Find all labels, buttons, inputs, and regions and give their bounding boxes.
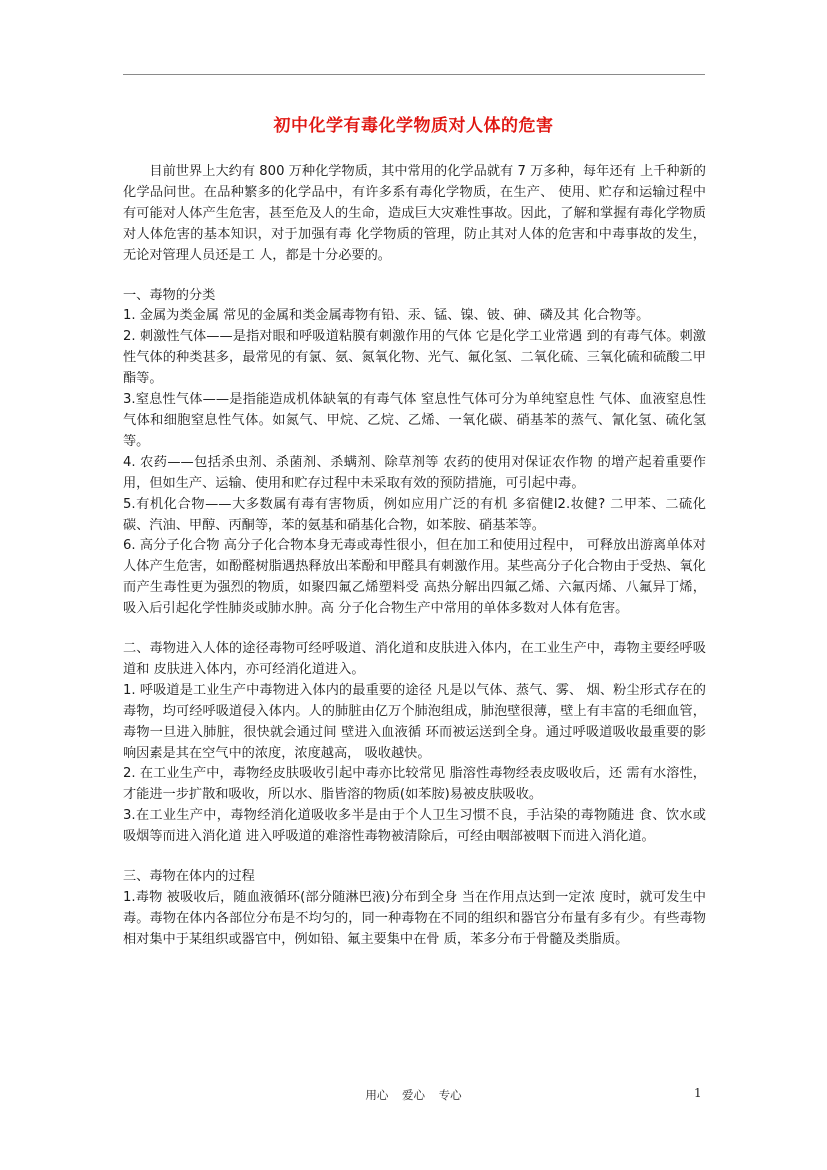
section-1-item-6: 6. 高分子化合物 高分子化合物本身无毒或毒性很小，但在加工和使用过程中， 可释放出游离单体对人体产生危害，如酚醛树脂遇热释放出苯酚和甲醛具有刺激作用。某些高分子化合物由于受热、氧化而产生毒性更为强烈的物质，如聚四氟乙烯塑料受 高热分解出四氟乙烯、六氟丙烯、八氟异丁烯，吸入后引起化学性肺炎或肺水肿。高 分子化合物生产中常用的单体多数对人体有危害。 xyxy=(123,538,706,617)
intro-paragraph: 目前世界上大约有 800 万种化学物质，其中常用的化学品就有 7 万多种，每年还有 上千种新的化学品问世。在品种繁多的化学品中，有许多系有毒化学物质，在生产、 使用、贮存和运输过程中有可能对人体产生危害，甚至危及人的生命，造成巨大灾难性事故。因此，了解和掌握有毒化学物质对人体危害的基本知识，对于加强有毒 化学物质的管理，防止其对人体的危害和中毒事故的发生，无论对管理人员还是工 人，都是十分必要的。 xyxy=(123,164,706,263)
footer-motto: 用心 爱心 专心 xyxy=(365,1088,462,1102)
section-2-item-2: 2. 在工业生产中，毒物经皮肤吸收引起中毒亦比较常见 脂溶性毒物经表皮吸收后，还 需有水溶性，才能进一步扩散和吸收，所以水、脂皆溶的物质(如苯胺)易被皮肤吸收。 xyxy=(123,766,706,803)
section-3-heading: 三、毒物在体内的过程 xyxy=(123,869,255,885)
page-number: 1 xyxy=(694,1086,702,1100)
header-rule xyxy=(123,74,705,75)
section-1-heading: 一、毒物的分类 xyxy=(123,287,216,303)
section-1-item-3: 3.窒息性气体——是指能造成机体缺氧的有毒气体 窒息性气体可分为单纯窒息性 气体、血液窒息性气体和细胞窒息性气体。如氮气、甲烷、乙烷、乙烯、一氧化碳、硝基苯的蒸气、氰化氢、硫化氢等。 xyxy=(123,392,706,449)
section-1-item-2: 2. 刺激性气体——是指对眼和呼吸道粘膜有刺激作用的气体 它是化学工业常遇 到的有毒气体。刺激性气体的种类甚多，最常见的有氯、氨、氮氧化物、光气、氟化氢、二氧化硫、三氧化硫和硫酸二甲酯等。 xyxy=(123,329,706,387)
section-1-item-1: 1. 金属为类金属 常见的金属和类金属毒物有铅、汞、锰、镍、铍、砷、磷及其 化合物等。 xyxy=(123,308,650,324)
section-2-heading: 二、毒物进入人体的途径毒物可经呼吸道、消化道和皮肤进入体内，在工业生产中，毒物主要经呼吸道和 皮肤进入体内，亦可经消化道进入。 xyxy=(123,641,706,677)
document-title: 初中化学有毒化学物质对人体的危害 xyxy=(273,116,554,136)
section-3-item-1: 1.毒物 被吸收后，随血液循环(部分随淋巴液)分布到全身 当在作用点达到一定浓 度时，就可发生中毒。毒物在体内各部位分布是不均匀的，同一种毒物在不同的组织和器官分布量有多有少。有些毒物相对集中于某组织或器官中，例如铅、氟主要集中在骨 质，苯多分布于骨髓及类脂质。 xyxy=(123,890,706,947)
document-body xyxy=(123,162,706,951)
section-1-item-4: 4. 农药——包括杀虫剂、杀菌剂、杀螨剂、除草剂等 农药的使用对保证农作物 的增产起着重要作用，但如生产、运输、使用和贮存过程中未采取有效的预防措施，可引起中毒。 xyxy=(123,454,706,491)
section-2-item-1: 1. 呼吸道是工业生产中毒物进入体内的最重要的途径 凡是以气体、蒸气、雾、 烟、粉尘形式存在的毒物，均可经呼吸道侵入体内。人的肺脏由亿万个肺泡组成，肺泡壁很薄，壁上有丰富的毛细血管，毒物一旦进入肺脏，很快就会通过间 壁进入血液循 环而被运送到全身。通过呼吸道吸收最重要的影响因素是其在空气中的浓度，浓度越高， 吸收越快。 xyxy=(123,682,706,761)
section-1-item-5: 5.有机化合物——大多数属有毒有害物质，例如应用广泛的有机 多宿健l2.妆健? 二甲苯、二硫化碳、汽油、甲醇、丙酮等，苯的氨基和硝基化合物，如苯胺、硝基苯等。 xyxy=(123,496,706,533)
section-2-item-3: 3.在工业生产中，毒物经消化道吸收多半是由于个人卫生习惯不良，手沾染的毒物随进 食、饮水或吸烟等而进入消化道 进入呼吸道的难溶性毒物被清除后，可经由咽部被咽下而进入消化道。 xyxy=(123,808,706,845)
